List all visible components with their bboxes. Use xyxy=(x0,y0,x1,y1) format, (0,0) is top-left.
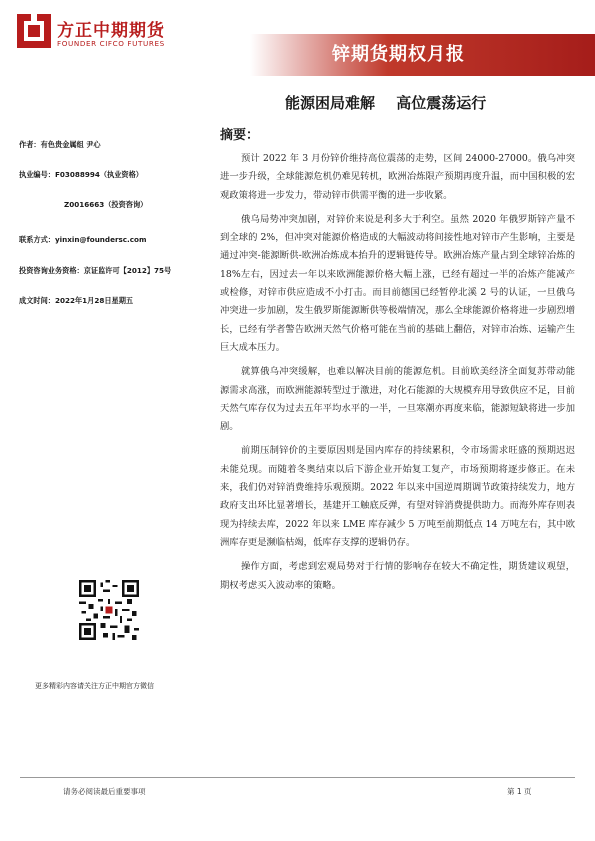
company-logo xyxy=(17,12,217,57)
footer-disclaimer: 请务必阅读最后重要事项 xyxy=(63,787,146,796)
abstract-paragraph: 操作方面，考虑到宏观局势对于行情的影响存在较大不确定性，期货建议观望，期权考虑买入波动率的策略。 xyxy=(220,561,575,591)
license-value-1: F03088994（执业资格） xyxy=(54,170,143,179)
abstract-heading: 摘要： xyxy=(220,128,260,143)
license-value-2: Z0016663（投资咨询） xyxy=(64,200,148,209)
author-value: 有色贵金属组 尹心 xyxy=(40,140,101,149)
footer-divider xyxy=(20,777,575,778)
abstract-paragraph: 前期压制锌价的主要原因则是国内库存的持续累积，令市场需求旺盛的预期迟迟未能兑现。而随着冬奥结束以后下游企业开始复工复产，市场预期将逐步修正。在未来，我们仍对锌消费维持乐观预期。2022 年以来中国逆周期调节政策持续发力，地方政府支出环比显著增长，基建开工触底反弹，有望对锌消费提供助力。而海外库存则表现为持续去库，2022 年以来 LME 库存减少 5 万吨至前期低点 14 万吨左右，其中欧洲库存更是濒临枯竭，低库存支撑的逻辑仍存。 xyxy=(220,445,575,548)
page-number: 第 1 页 xyxy=(507,787,532,796)
report-title: 能源困局难解 高位震荡运行 xyxy=(285,94,487,112)
date-line xyxy=(19,296,133,306)
license-line-2 xyxy=(64,200,147,210)
contact-line xyxy=(19,235,146,245)
header-banner xyxy=(250,34,595,76)
contact-value[interactable]: yinxin@foundersc.com xyxy=(54,235,147,244)
abstract-body xyxy=(220,150,575,601)
logo-chinese-name: 方正中期期货 xyxy=(57,21,165,41)
qr-caption: 更多精彩内容请关注方正中期官方微信 xyxy=(35,682,154,690)
date-label: 成文时间： xyxy=(19,296,55,305)
qualification-value: 京证监许可【2012】75号 xyxy=(83,266,172,275)
author-line xyxy=(19,140,101,150)
abstract-paragraph: 预计 2022 年 3 月份锌价维持高位震荡的走势，区间 24000-27000。俄乌冲突进一步升级，全球能源危机仍难见转机，欧洲冶炼限产预期再度升温，而中国积极的宏观政策将进一步发力，带动锌市供需平衡的进一步收紧。 xyxy=(220,153,575,201)
abstract-paragraph: 就算俄乌冲突缓解，也难以解决目前的能源危机。目前欧美经济全面复苏带动能源需求高涨，而欧洲能源转型过于激进，对化石能源的大规模弃用导致供应不足，目前天然气库存仅为过去五年平均水平的一半，一旦寒潮亦再度来临，能源短缺将进一步加剧。 xyxy=(220,366,575,433)
contact-label: 联系方式： xyxy=(19,235,55,244)
date-value: 2022年1月28日星期五 xyxy=(54,296,134,305)
qualification-label: 投资咨询业务资格： xyxy=(19,266,84,275)
wechat-qr-code-icon xyxy=(79,580,139,640)
license-label: 执业编号： xyxy=(19,170,55,179)
license-line xyxy=(19,170,143,180)
author-label: 作者： xyxy=(19,140,41,149)
abstract-paragraph: 俄乌局势冲突加剧，对锌价来说是利多大于利空。虽然 2020 年俄罗斯锌产量不到全球的 2%，但冲突对能源价格造成的大幅波动将间接性地对锌市产生影响，主要是通过冲突-能源断供-欧洲冶炼成本抬升的逻辑链传导。欧洲冶炼产量占到全球锌冶炼的 18%左右，因过去一年以来欧洲能源价格大幅上涨，已经有超过一半的冶炼产能减产或检修，对锌市供应造成不小打击。而目前德国已经暂停北溪 2 号的认证，一旦俄乌冲突进一步加剧，发生俄罗斯能源断供等极端情况，那么全球能源价格将进一步剧烈增长，已经有学者警告欧洲天然气价格可能在当前的基础上翻倍，对锌市冶炼、运输产生巨大成本压力。 xyxy=(220,213,575,353)
logo-english-name: FOUNDER CIFCO FUTURES xyxy=(57,39,165,48)
qualification-line xyxy=(19,266,171,276)
logo-mark-icon xyxy=(17,14,51,48)
report-type: 锌期货期权月报 xyxy=(332,44,465,65)
